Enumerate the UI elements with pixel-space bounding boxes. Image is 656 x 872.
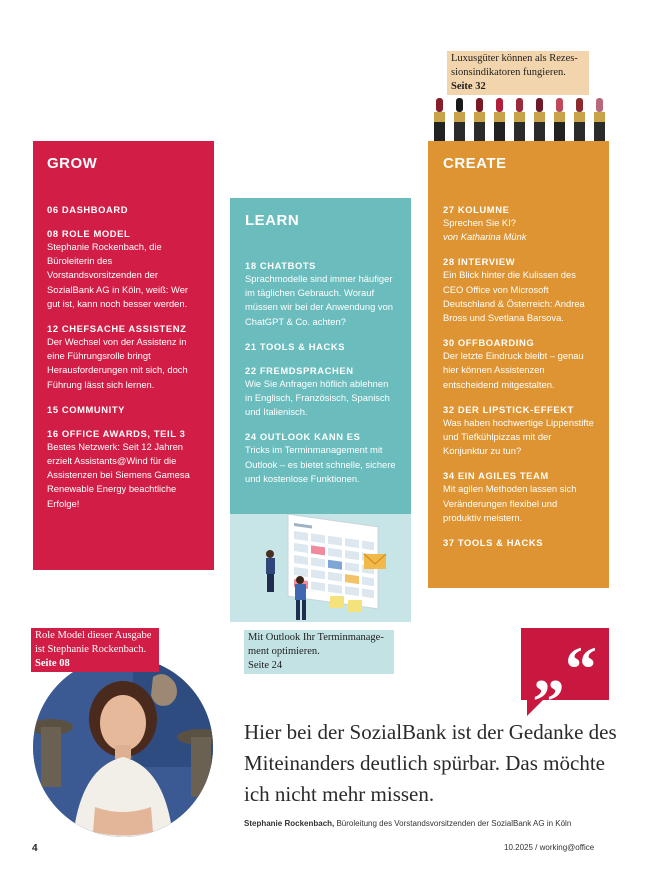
grow-item[interactable]	[47, 227, 201, 311]
create-item[interactable]	[443, 255, 597, 325]
lipstick-band	[594, 112, 605, 122]
caption-page-ref: Seite 08	[35, 658, 70, 669]
grow-title: GROW	[47, 155, 98, 172]
lipstick-tip	[436, 98, 443, 112]
item-heading: 15 COMMUNITY	[47, 403, 126, 415]
caption-page-ref: Seite 32	[451, 81, 486, 92]
caption-page-ref: Seite 24	[248, 660, 283, 671]
learn-item[interactable]	[245, 430, 398, 486]
item-text: Ein Blick hinter die Kulissen des CEO Office von Microsoft Deutschland & Österreich: Andrea Bross und Svetlana Barsova.	[443, 269, 585, 324]
quote-author-role: Büroleitung des Vorstandsvorsitzenden der SozialBank AG in Köln	[334, 819, 572, 828]
portrait-photo	[33, 657, 213, 837]
item-heading: 34 EIN AGILES TEAM	[443, 470, 549, 482]
caption-line: ist Stephanie Rockenbach.	[35, 644, 147, 655]
caption-line: Luxusgüter können als Rezes-	[451, 53, 578, 64]
lipstick-body	[534, 122, 545, 142]
item-text: Bestes Netzwerk: Seit 12 Jahren erzielt Assistants@Wind für die Assistenzen bei Siemens Gamesa Renewable Energy beachtliche Erfolge!	[47, 440, 190, 509]
lipstick-tip	[496, 98, 503, 112]
create-title: CREATE	[443, 155, 507, 172]
create-item[interactable]	[443, 336, 597, 392]
item-heading: 21 TOOLS & HACKS	[245, 340, 346, 352]
lipstick-tip	[596, 98, 603, 112]
lipsticks-image	[430, 96, 610, 142]
item-heading: 08 ROLE MODEL	[47, 228, 131, 239]
lipstick-tip	[456, 98, 463, 112]
lipstick-body	[594, 122, 605, 142]
lipstick-band	[534, 112, 545, 122]
item-text: Mit agilen Methoden lassen sich Veränderungen flexibel und produktiv meistern.	[443, 483, 577, 523]
lipstick-band	[514, 112, 525, 122]
lipstick-tip	[476, 98, 483, 112]
item-text: Der Wechsel von der Assistenz in eine Führungsrolle bringt Herausforderungen mit sich, doch Führung lässt sich lernen.	[47, 336, 188, 390]
svg-text:„“: „“	[533, 633, 597, 704]
learn-title: LEARN	[245, 212, 300, 229]
grow-item[interactable]	[47, 427, 201, 511]
learn-item[interactable]	[245, 340, 398, 353]
item-heading: 32 DER LIPSTICK-EFFEKT	[443, 403, 574, 415]
item-heading: 28 INTERVIEW	[443, 256, 516, 268]
quote-speech-bubble-icon	[521, 628, 609, 718]
item-text: Sprechen Sie KI?	[443, 217, 516, 228]
lipstick-body	[494, 122, 505, 142]
lipstick-body	[554, 122, 565, 142]
outlook-illustration	[230, 514, 411, 622]
lipstick-tip	[576, 98, 583, 112]
item-text: Was haben hochwertige Lippenstifte und Tiefkühlpizzas mit der Konjunktur zu tun?	[443, 416, 594, 457]
grow-item[interactable]	[47, 403, 201, 416]
lipstick-body	[514, 122, 525, 142]
lipstick-band	[454, 112, 465, 122]
create-item[interactable]	[443, 469, 597, 525]
quote-credit	[244, 819, 571, 828]
issue-info: 10.2025 / working@office	[504, 843, 595, 852]
item-heading: 37 TOOLS & HACKS	[443, 537, 544, 549]
grow-item-list	[47, 203, 201, 511]
item-heading: 30 OFFBOARDING	[443, 337, 535, 349]
item-text: Der letzte Eindruck bleibt – genau hier können Assistenzen entscheidend mitgestalten.	[443, 350, 584, 390]
item-text: Tricks im Terminmanagement mit Outlook – es bietet schnelle, sichere und kostenlose Funktionen.	[245, 444, 396, 484]
lipstick-tip	[556, 98, 563, 112]
create-item[interactable]	[443, 536, 597, 549]
caption-line: Role Model dieser Ausgabe	[35, 630, 152, 641]
lipstick-tip	[536, 98, 543, 112]
lipstick-band	[474, 112, 485, 122]
item-heading: 12 CHEFSACHE ASSISTENZ	[47, 323, 187, 335]
lipstick-band	[434, 112, 445, 122]
item-author: von Katharina Münk	[443, 231, 527, 243]
create-item[interactable]	[443, 203, 597, 244]
create-item[interactable]	[443, 403, 597, 459]
learn-column	[230, 198, 411, 514]
outlook-caption	[244, 630, 394, 674]
item-text: Sprachmodelle sind immer häufiger im täglichen Gebrauch. Worauf müssen wir bei der Anwendung von ChatGPT & Co. achten?	[245, 273, 394, 327]
person-portrait-icon	[33, 657, 213, 837]
learn-item[interactable]	[245, 259, 398, 329]
lipstick-tip	[516, 98, 523, 112]
page-number: 4	[32, 843, 38, 854]
pull-quote: Hier bei der SozialBank ist der Gedanke des Miteinanders deutlich spürbar. Das möchte ich nicht mehr missen.	[244, 720, 617, 806]
lipstick-caption	[447, 51, 589, 95]
caption-line: sionsindikatoren fungieren.	[451, 67, 566, 78]
grow-item[interactable]	[47, 203, 201, 216]
lipstick-band	[554, 112, 565, 122]
grow-item[interactable]	[47, 322, 201, 392]
item-text: Stephanie Rockenbach, die Büroleiterin des Vorstandsvorsitzenden der SozialBank AG in Köln, weiß: Wer gut ist, kann noch besser werden.	[47, 241, 189, 309]
grow-column	[33, 141, 214, 570]
lipstick-body	[574, 122, 585, 142]
item-heading: 18 CHATBOTS	[245, 260, 317, 271]
lipstick-band	[494, 112, 505, 122]
item-heading: 06 DASHBOARD	[47, 204, 129, 215]
item-heading: 24 OUTLOOK KANN ES	[245, 431, 361, 443]
caption-line: ment optimieren.	[248, 646, 320, 657]
lipstick-body	[454, 122, 465, 142]
create-column	[428, 141, 609, 588]
learn-item[interactable]	[245, 364, 398, 420]
rolemodel-caption	[31, 628, 159, 672]
quote-author: Stephanie Rockenbach,	[244, 819, 335, 828]
item-text: Wie Sie Anfragen höflich ablehnen in Englisch, Französisch, Spanisch und Italienisch.	[245, 377, 390, 418]
calendar-illustration-icon	[230, 514, 411, 622]
item-heading: 22 FREMDSPRACHEN	[245, 364, 354, 376]
item-heading: 16 OFFICE AWARDS, TEIL 3	[47, 427, 186, 439]
lipstick-band	[574, 112, 585, 122]
caption-line: Mit Outlook Ihr Terminmanage-	[248, 632, 384, 643]
item-heading: 27 KOLUMNE	[443, 204, 510, 215]
lipstick-body	[474, 122, 485, 142]
lipstick-body	[434, 122, 445, 142]
